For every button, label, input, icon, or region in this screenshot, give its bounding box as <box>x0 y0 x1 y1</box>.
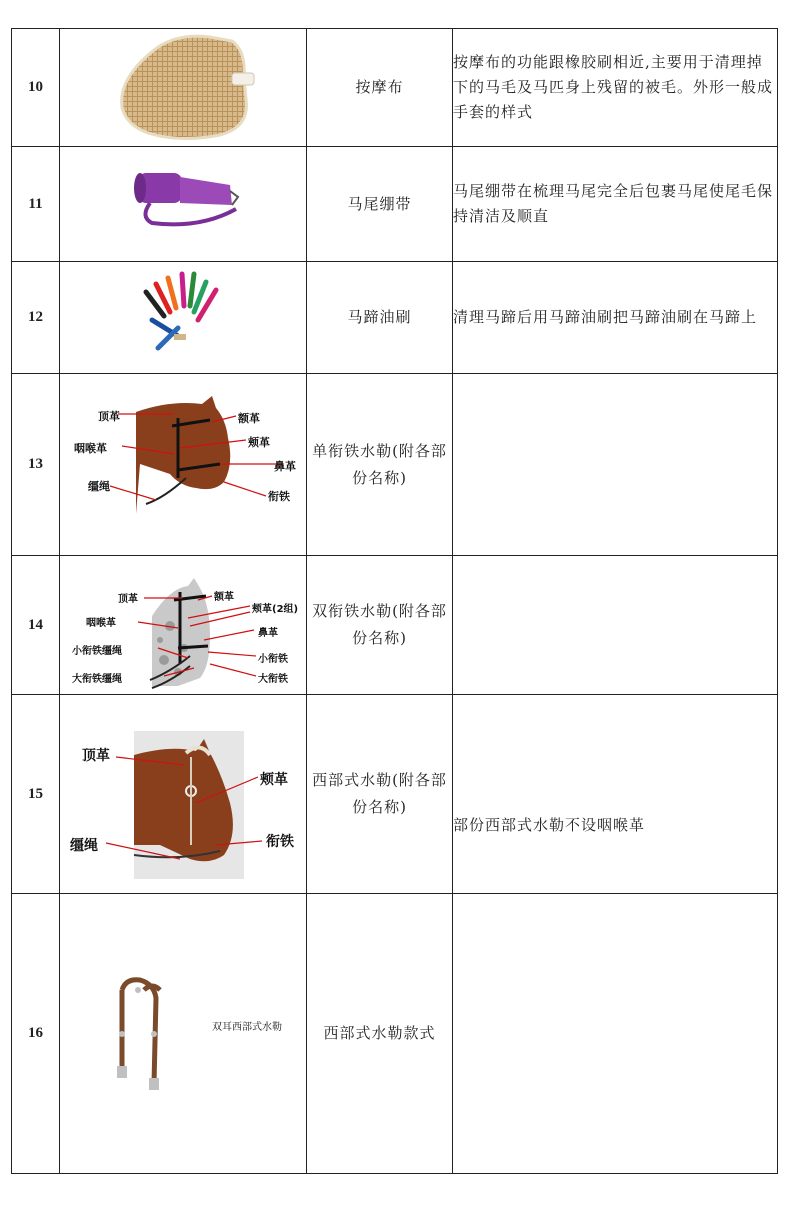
grooming-mitt-image <box>60 29 306 147</box>
style-caption: 双耳西部式水勒 <box>212 1022 282 1033</box>
label-crownpiece: 顶革 <box>82 748 110 764</box>
item-description: 马尾绷带在梳理马尾完全后包裹马尾使尾毛保持清洁及顺直 <box>453 147 778 262</box>
label-cheekpiece: 颊革 <box>260 772 288 788</box>
row-number: 10 <box>12 29 60 147</box>
item-description: 按摩布的功能跟橡胶刷相近,主要用于清理掉下的马毛及马匹身上残留的被毛。外形一般成手套的样式 <box>453 29 778 147</box>
image-cell <box>60 374 307 556</box>
tail-bandage-image <box>60 147 306 262</box>
label-noseband: 鼻革 <box>258 628 278 639</box>
label-bit: 衔铁 <box>266 834 294 850</box>
label-throatlatch: 咽喉革 <box>86 618 116 629</box>
label-browband: 额革 <box>238 412 260 425</box>
label-cheekpiece: 颊革 <box>248 436 270 449</box>
item-name: 双衔铁水勒(附各部份名称) <box>307 556 453 695</box>
label-curb-bit: 大衔铁 <box>258 674 288 685</box>
label-crownpiece: 顶革 <box>118 594 138 605</box>
item-name: 单衔铁水勒(附各部份名称) <box>307 374 453 556</box>
image-cell <box>60 695 307 894</box>
label-bradoon-reins: 小衔铁缰绳 <box>72 646 122 657</box>
western-bridle-style-image <box>60 894 306 1174</box>
label-browband: 额革 <box>214 592 234 603</box>
equipment-table <box>11 28 778 1174</box>
item-name: 按摩布 <box>307 29 453 147</box>
row-number: 14 <box>12 556 60 695</box>
image-cell <box>60 894 307 1174</box>
item-name: 马尾绷带 <box>307 147 453 262</box>
item-name: 马蹄油刷 <box>307 262 453 374</box>
item-name: 西部式水勒款式 <box>307 894 453 1174</box>
row-number: 11 <box>12 147 60 262</box>
row-number: 15 <box>12 695 60 894</box>
image-cell <box>60 147 307 262</box>
row-number: 16 <box>12 894 60 1174</box>
table-row <box>12 556 778 695</box>
item-name: 西部式水勒(附各部份名称) <box>307 695 453 894</box>
label-curb-reins: 大衔铁缰绳 <box>72 674 122 685</box>
label-reins: 缰绳 <box>88 480 110 493</box>
table-row <box>12 695 778 894</box>
label-crownpiece: 顶革 <box>98 410 120 423</box>
hoof-oil-brushes-image <box>60 262 306 374</box>
row-number: 12 <box>12 262 60 374</box>
item-description <box>453 374 778 556</box>
row-number: 13 <box>12 374 60 556</box>
label-reins: 缰绳 <box>70 838 98 854</box>
snaffle-bridle-diagram <box>60 374 306 556</box>
label-cheekpieces: 颊革(2组) <box>252 604 299 615</box>
label-bradoon: 小衔铁 <box>258 654 288 665</box>
table-row <box>12 894 778 1174</box>
label-noseband: 鼻革 <box>274 460 296 473</box>
table-row <box>12 29 778 147</box>
image-cell <box>60 29 307 147</box>
table-row <box>12 374 778 556</box>
label-throatlatch: 咽喉革 <box>74 442 107 455</box>
table-row <box>12 262 778 374</box>
label-bit: 衔铁 <box>268 490 290 503</box>
western-bridle-diagram <box>60 695 306 894</box>
item-description <box>453 894 778 1174</box>
item-description: 清理马蹄后用马蹄油刷把马蹄油刷在马蹄上 <box>453 262 778 374</box>
image-cell <box>60 262 307 374</box>
item-description <box>453 556 778 695</box>
item-description: 部份西部式水勒不设咽喉革 <box>453 695 778 894</box>
image-cell <box>60 556 307 695</box>
table-row <box>12 147 778 262</box>
